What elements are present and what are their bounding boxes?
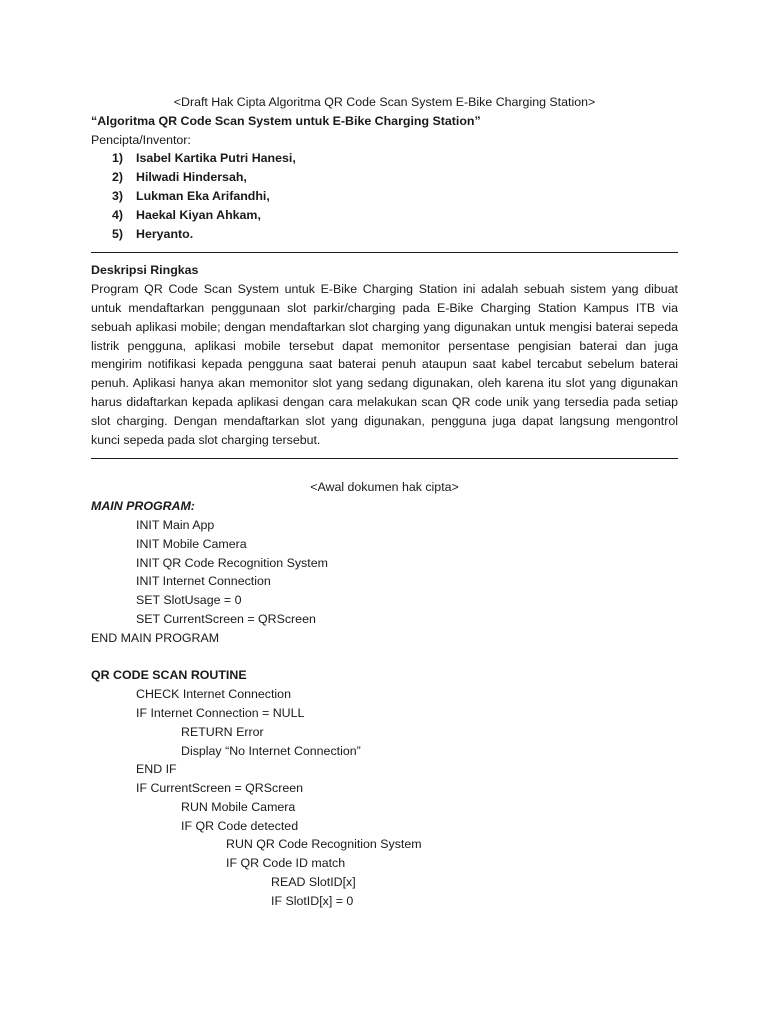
section-divider — [91, 252, 678, 253]
inventor-item: 4) Haekal Kiyan Ahkam, — [112, 207, 261, 222]
code-line: RUN QR Code Recognition System — [226, 837, 422, 852]
code-line: Display “No Internet Connection” — [181, 743, 361, 758]
inventor-item: 2) Hilwadi Hindersah, — [112, 170, 247, 185]
qr-routine-heading: QR CODE SCAN ROUTINE — [91, 668, 247, 683]
main-program-end: END MAIN PROGRAM — [91, 630, 220, 645]
document-title: “Algoritma QR Code Scan System untuk E-Bike Charging Station” — [91, 113, 481, 128]
inventor-item: 3) Lukman Eka Arifandhi, — [112, 188, 270, 203]
inventor-item: 5) Heryanto. — [112, 226, 194, 241]
code-line: IF CurrentScreen = QRScreen — [136, 781, 303, 796]
document-body — [91, 93, 678, 911]
code-line: INIT QR Code Recognition System — [136, 555, 328, 570]
inventor-label: Pencipta/Inventor: — [91, 132, 191, 147]
code-line: IF SlotID[x] = 0 — [271, 893, 354, 908]
section-divider — [91, 458, 678, 459]
code-line: IF QR Code detected — [181, 818, 299, 833]
code-line: RUN Mobile Camera — [181, 799, 296, 814]
code-line: INIT Internet Connection — [136, 574, 271, 589]
draft-header-note: <Draft Hak Cipta Algoritma QR Code Scan System E-Bike Charging Station> — [173, 95, 596, 109]
code-line: CHECK Internet Connection — [136, 687, 291, 702]
code-line: INIT Mobile Camera — [136, 536, 247, 551]
code-line: INIT Main App — [136, 517, 215, 532]
inventor-list — [91, 149, 678, 243]
description-heading: Deskripsi Ringkas — [91, 263, 199, 278]
main-program-heading: MAIN PROGRAM: — [91, 499, 195, 514]
description-text: Program QR Code Scan System untuk E-Bike Charging Station ini adalah sebuah sistem yang dibuat untuk mendaftarkan penggunaan slot parkir/charging pada E-Bike Charging Station Kampus ITB via sebuah aplikasi mobile; dengan mendaftarkan slot charging yang digunakan untuk mengisi baterai sepeda listrik pengguna, aplikasi mobile tersebut dapat memonitor persentase pengisian baterai dan juga mengirim notifikasi kepada pengguna saat baterai penuh ataupun saat kabel tercabut sebelum baterai penuh. Aplikasi hanya akan memonitor slot yang sedang digunakan, oleh karena itu slot yang digunakan harus didaftarkan kepada aplikasi dengan cara melakukan scan QR code unik yang tersedia pada setiap slot charging. Dengan mendaftarkan slot yang digunakan, pengguna juga dapat langsung mengontrol kunci sepeda pada slot charging tersebut. — [91, 282, 678, 447]
code-line: END IF — [136, 762, 177, 777]
code-line: IF Internet Connection = NULL — [136, 705, 305, 720]
code-line: SET CurrentScreen = QRScreen — [136, 611, 316, 626]
code-line: RETURN Error — [181, 724, 264, 739]
blank-line — [91, 648, 678, 667]
code-line: SET SlotUsage = 0 — [136, 593, 242, 608]
document-start-note: <Awal dokumen hak cipta> — [310, 480, 459, 495]
inventor-item: 1) Isabel Kartika Putri Hanesi, — [112, 151, 296, 166]
code-line: IF QR Code ID match — [226, 856, 346, 871]
code-line: READ SlotID[x] — [271, 875, 356, 890]
